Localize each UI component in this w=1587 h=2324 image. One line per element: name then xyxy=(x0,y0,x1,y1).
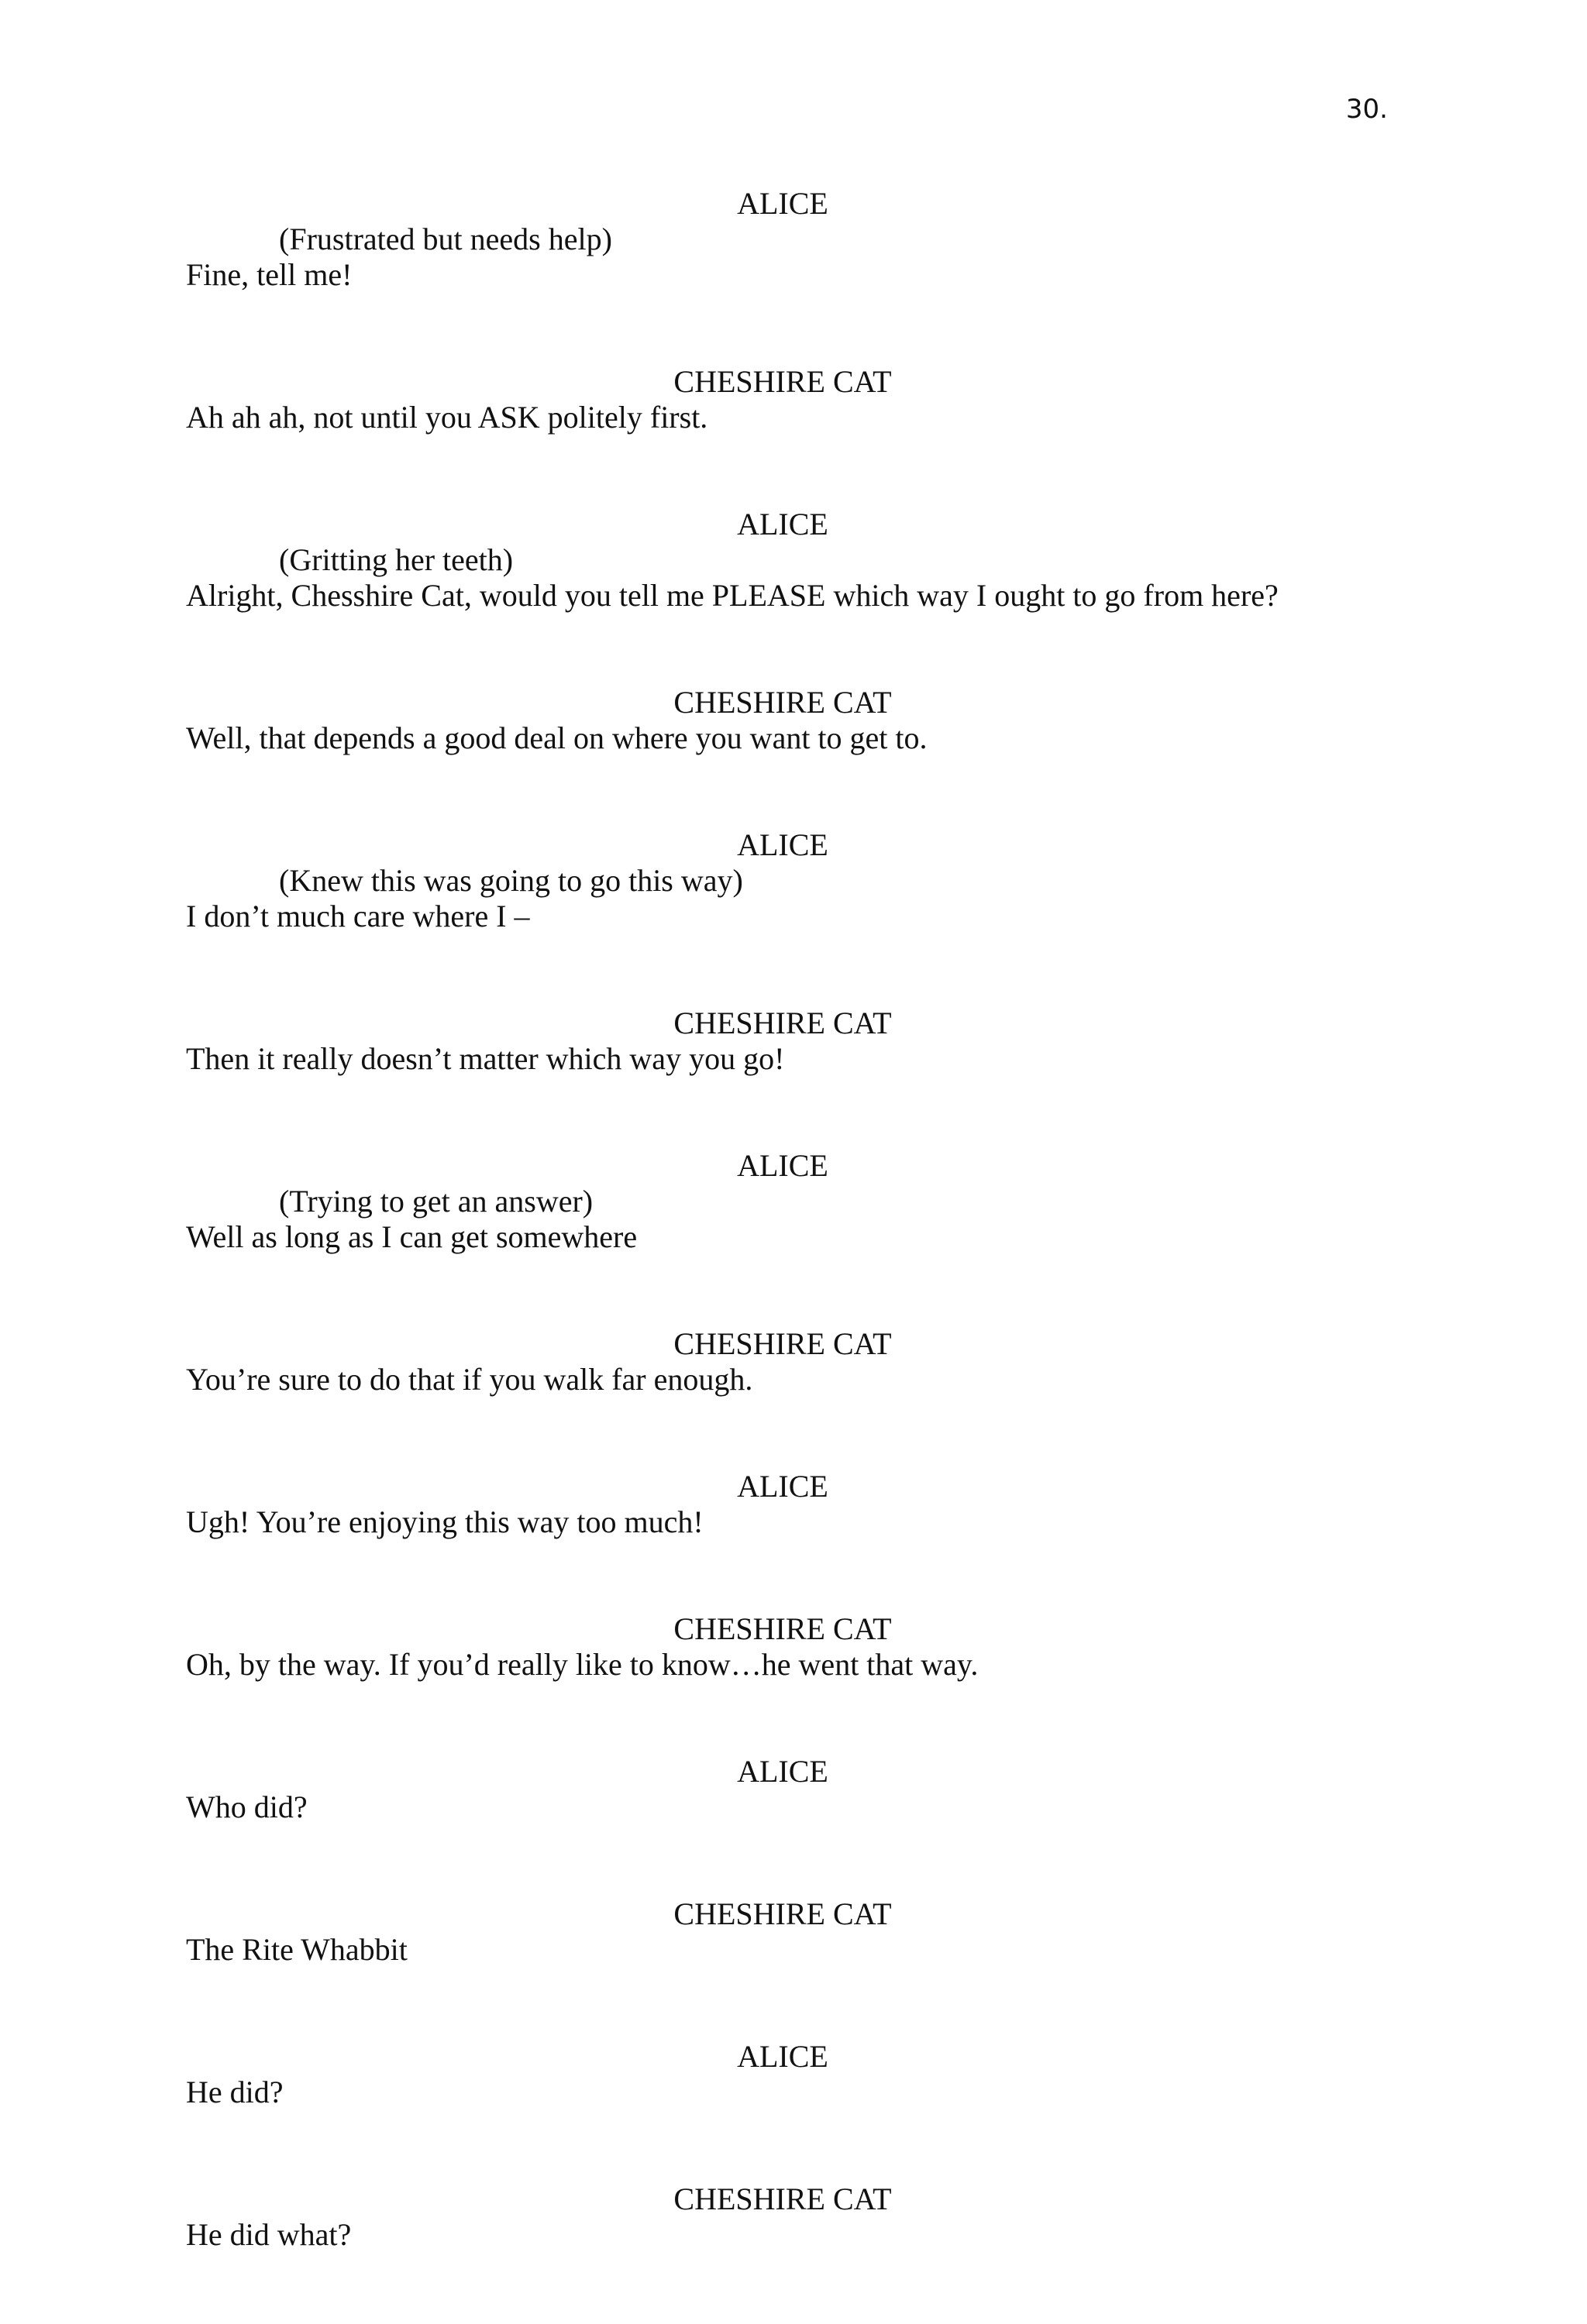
character-name: ALICE xyxy=(737,1469,828,1504)
dialogue-block xyxy=(186,2039,1395,2110)
dialogue-block xyxy=(186,364,1395,435)
character-name: ALICE xyxy=(737,1148,828,1183)
dialogue-block xyxy=(186,685,1395,756)
dialogue-line: Who did? xyxy=(186,1789,308,1824)
dialogue-block xyxy=(186,1469,1395,1540)
character-name: CHESHIRE CAT xyxy=(673,1896,892,1931)
parenthetical: (Trying to get an answer) xyxy=(279,1184,594,1219)
script-body xyxy=(186,186,1395,2324)
dialogue-line: The Rite Whabbit xyxy=(186,1932,408,1967)
dialogue-block xyxy=(186,1896,1395,1968)
dialogue-block xyxy=(186,1326,1395,1397)
dialogue-line: You’re sure to do that if you walk far enough. xyxy=(186,1362,753,1397)
dialogue-line: Ugh! You’re enjoying this way too much! xyxy=(186,1504,704,1539)
dialogue-line: Ah ah ah, not until you ASK politely first. xyxy=(186,400,708,435)
page-number: 30. xyxy=(1345,94,1388,125)
dialogue-block xyxy=(186,1148,1395,1255)
dialogue-block xyxy=(186,1611,1395,1683)
dialogue-block xyxy=(186,186,1395,293)
dialogue-line: He did what? xyxy=(186,2217,352,2252)
dialogue-line: Oh, by the way. If you’d really like to know…he went that way. xyxy=(186,1647,979,1682)
character-name: CHESHIRE CAT xyxy=(673,1611,892,1646)
dialogue-line: He did? xyxy=(186,2075,284,2109)
character-name: CHESHIRE CAT xyxy=(673,685,892,720)
dialogue-block xyxy=(186,827,1395,934)
character-name: ALICE xyxy=(737,507,828,541)
character-name: CHESHIRE CAT xyxy=(673,364,892,399)
dialogue-line: Well, that depends a good deal on where you want to get to. xyxy=(186,720,928,755)
dialogue-line: Alright, Chesshire Cat, would you tell me PLEASE which way I ought to go from here? xyxy=(186,578,1279,613)
dialogue-line: Fine, tell me! xyxy=(186,257,353,292)
parenthetical: (Knew this was going to go this way) xyxy=(279,863,743,898)
character-name: ALICE xyxy=(737,827,828,862)
dialogue-block xyxy=(186,507,1395,614)
character-name: ALICE xyxy=(737,1754,828,1789)
dialogue-block xyxy=(186,1006,1395,1077)
dialogue-line: I don’t much care where I – xyxy=(186,899,530,933)
dialogue-block xyxy=(186,2181,1395,2253)
dialogue-block xyxy=(186,1754,1395,1825)
character-name: CHESHIRE CAT xyxy=(673,2181,892,2216)
parenthetical: (Gritting her teeth) xyxy=(279,542,514,577)
dialogue-line: Then it really doesn’t matter which way you go! xyxy=(186,1041,785,1076)
character-name: ALICE xyxy=(737,2039,828,2074)
dialogue-line: Well as long as I can get somewhere xyxy=(186,1219,638,1254)
parenthetical: (Frustrated but needs help) xyxy=(279,222,612,256)
character-name: CHESHIRE CAT xyxy=(673,1006,892,1040)
character-name: ALICE xyxy=(737,186,828,221)
character-name: CHESHIRE CAT xyxy=(673,1326,892,1361)
